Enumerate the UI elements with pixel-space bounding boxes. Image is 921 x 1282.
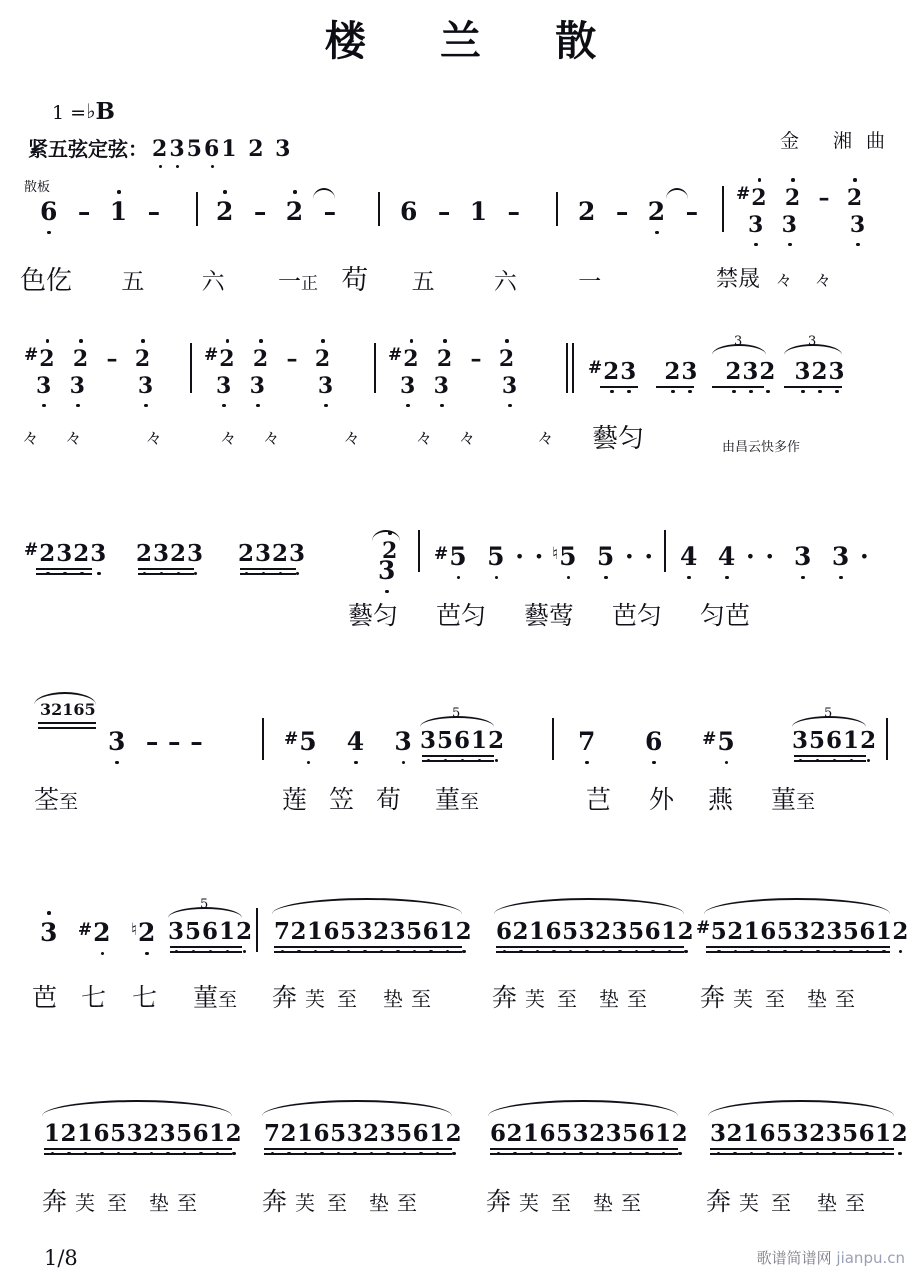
beam (264, 1153, 452, 1155)
barline (196, 192, 198, 226)
grace-note-cluster: 32165 (40, 700, 96, 719)
page-number: 1/8 (44, 1246, 78, 1270)
system-3-chord-lower: 3 (378, 556, 397, 585)
barline (256, 908, 258, 952)
quintuplet-number: 5 (452, 706, 461, 721)
phrase-slur (272, 898, 462, 914)
system-3-phrase-2: ♮5 5 · · (552, 542, 655, 571)
system-6-run-1: 121653235612 (44, 1120, 243, 1147)
system-2-chord-2-upper: #2 2 – 2 (204, 345, 332, 372)
system-2-chord-3-upper: #2 2 – 2 (388, 345, 516, 372)
tuning-instruction (28, 133, 293, 162)
beam (490, 1153, 678, 1155)
system-3-run-2: 2323 (136, 540, 205, 567)
tuning-label: 紧五弦定弦： (28, 137, 148, 161)
system-2-tablature-b: 藝匀 (592, 424, 645, 454)
slur (372, 530, 400, 541)
system-5-phrase-1: 3 #2 ♮2 (40, 918, 157, 947)
barline (190, 343, 192, 393)
key-signature-label: 1 = (52, 102, 87, 124)
beam (274, 951, 462, 953)
phrase-slur (262, 1100, 452, 1116)
triplet-number: 3 (734, 334, 743, 349)
system-2-chord-3-lower: 3 3 3 (400, 373, 519, 399)
system-2-run: #23 23 232 323 (588, 358, 846, 385)
beam (38, 722, 96, 724)
beam (656, 386, 694, 388)
phrase-slur (708, 1100, 894, 1116)
system-3-phrase-1: #5 5 · · (434, 542, 545, 571)
tuning-numbers: 23561 2 3 (152, 136, 293, 162)
system-5-tablature-c: 奔 芙 至 垫 至 (492, 983, 647, 1012)
system-4-phrase-2: 7 6 #5 (578, 727, 736, 756)
beam (600, 386, 638, 388)
system-4-note-1: 3 – – – (108, 727, 203, 756)
system-5-run-2: 721653235612 (274, 918, 473, 945)
system-3-tablature: 藝匀 芭匀 藝莺 芭匀 匀芭 (348, 601, 750, 630)
beam (44, 1153, 232, 1155)
system-6-tablature-b: 奔 芙 至 垫 至 (262, 1187, 417, 1216)
beam (38, 727, 96, 729)
system-2-annotation: 由昌云快多作 (722, 440, 801, 455)
system-4-tablature-b: 莲 笠 荀 菫至 (282, 785, 480, 814)
quintuplet-number: 5 (824, 706, 833, 721)
beam (706, 951, 890, 953)
flat-icon: ♭ (86, 99, 96, 123)
system-4-phrase-1: #5 4 3 (284, 727, 413, 756)
system-3-phrase-3: 4 4 · · (680, 542, 776, 571)
system-5-tablature-a: 芭 七 七 菫至 (32, 983, 238, 1012)
system-4-run-2: 35612 (792, 727, 878, 754)
system-3-phrase-4: 3 3 · (794, 542, 870, 571)
system-1-tablature-right: 禁晟 々 々 (716, 267, 832, 292)
watermark (757, 1247, 905, 1268)
chord-stack: #2 2 – 2 (736, 184, 864, 211)
system-2-chord-2-lower: 3 3 3 (216, 373, 335, 399)
beam (712, 386, 764, 388)
system-3-run-3: 2323 (238, 540, 307, 567)
phrase-slur (42, 1100, 232, 1116)
phrase-slur (488, 1100, 678, 1116)
barline (566, 343, 568, 393)
system-2-tablature: 々 々 々 々 々 々 々 々 々 (22, 429, 555, 449)
beam (240, 573, 296, 575)
tempo-marking: 散板 (24, 180, 51, 195)
beam (240, 568, 296, 570)
grace-slur (34, 692, 96, 705)
barline (552, 718, 554, 760)
beam (706, 946, 890, 948)
watermark-site-name: 歌谱简谱网 (756, 1249, 832, 1267)
phrase-slur (704, 898, 890, 914)
system-6-tablature-c: 奔 芙 至 垫 至 (486, 1187, 641, 1216)
system-6-run-3: 621653235612 (490, 1120, 689, 1147)
barline (378, 192, 380, 226)
key-note: B (95, 98, 115, 125)
barline (374, 343, 376, 393)
watermark-url: jianpu.cn (836, 1249, 905, 1267)
system-5-tablature-b: 奔 芙 至 垫 至 (272, 983, 431, 1012)
beam (794, 760, 866, 762)
beam (496, 951, 684, 953)
beam (490, 1148, 678, 1150)
system-1-notes-b: 2 – 2 – (216, 197, 337, 226)
system-1-tablature: 色仡 五 六 一正 苟 五 六 一 (20, 265, 602, 296)
barline (664, 530, 666, 572)
beam (710, 1153, 894, 1155)
system-1-notes: 6 – 1 – (40, 197, 161, 226)
system-4-tablature-c: 芑 外 燕 菫至 (586, 785, 816, 814)
beam (496, 946, 684, 948)
barline (886, 718, 888, 760)
system-6-tablature-a: 奔 芙 至 垫 至 (42, 1187, 197, 1216)
beam (170, 951, 242, 953)
chord-stack-lower: 3 3 3 (748, 212, 867, 238)
system-5-tablature-d: 奔 芙 至 垫 至 (700, 983, 855, 1012)
phrase-slur (494, 898, 684, 914)
beam (264, 1148, 452, 1150)
barline (418, 530, 420, 572)
quintuplet-number: 5 (200, 897, 209, 912)
beam (784, 386, 842, 388)
composer-credit: 金 湘曲 (779, 130, 899, 152)
triplet-number: 3 (808, 334, 817, 349)
system-1-notes-c: 6 – 1 – (400, 197, 521, 226)
system-5-run-3: 621653235612 (496, 918, 695, 945)
barline (262, 718, 264, 760)
barline (572, 343, 574, 393)
fermata-arc (313, 188, 335, 199)
system-4-run-1: 35612 (420, 727, 506, 754)
system-5-run-4: #521653235612 (696, 918, 909, 945)
beam (36, 573, 92, 575)
beam (710, 1148, 894, 1150)
barline (722, 186, 724, 232)
system-4-tablature: 荃至 (34, 785, 79, 814)
beam (138, 573, 194, 575)
system-1-notes-d: 2 – 2 – (578, 197, 699, 226)
system-2-chord-1-lower: 3 3 3 (36, 373, 155, 399)
system-2-chord-1-upper: #2 2 – 2 (24, 345, 152, 372)
beam (44, 1148, 232, 1150)
system-5-run-1: 35612 (168, 918, 254, 945)
barline (556, 192, 558, 226)
beam (138, 568, 194, 570)
system-3-chord-upper: 2 (382, 538, 399, 564)
system-6-tablature-d: 奔 芙 至 垫 至 (706, 1187, 865, 1216)
beam (36, 568, 92, 570)
fermata-arc (666, 188, 688, 199)
key-signature (52, 98, 115, 125)
system-6-run-2: 721653235612 (264, 1120, 463, 1147)
system-6-run-4: 321653235612 (710, 1120, 909, 1147)
page-title: 楼 兰 散 (324, 17, 627, 65)
beam (422, 755, 494, 757)
beam (170, 946, 242, 948)
beam (794, 755, 866, 757)
beam (274, 946, 462, 948)
beam (422, 760, 494, 762)
system-3-run-1: #2323 (24, 540, 108, 567)
